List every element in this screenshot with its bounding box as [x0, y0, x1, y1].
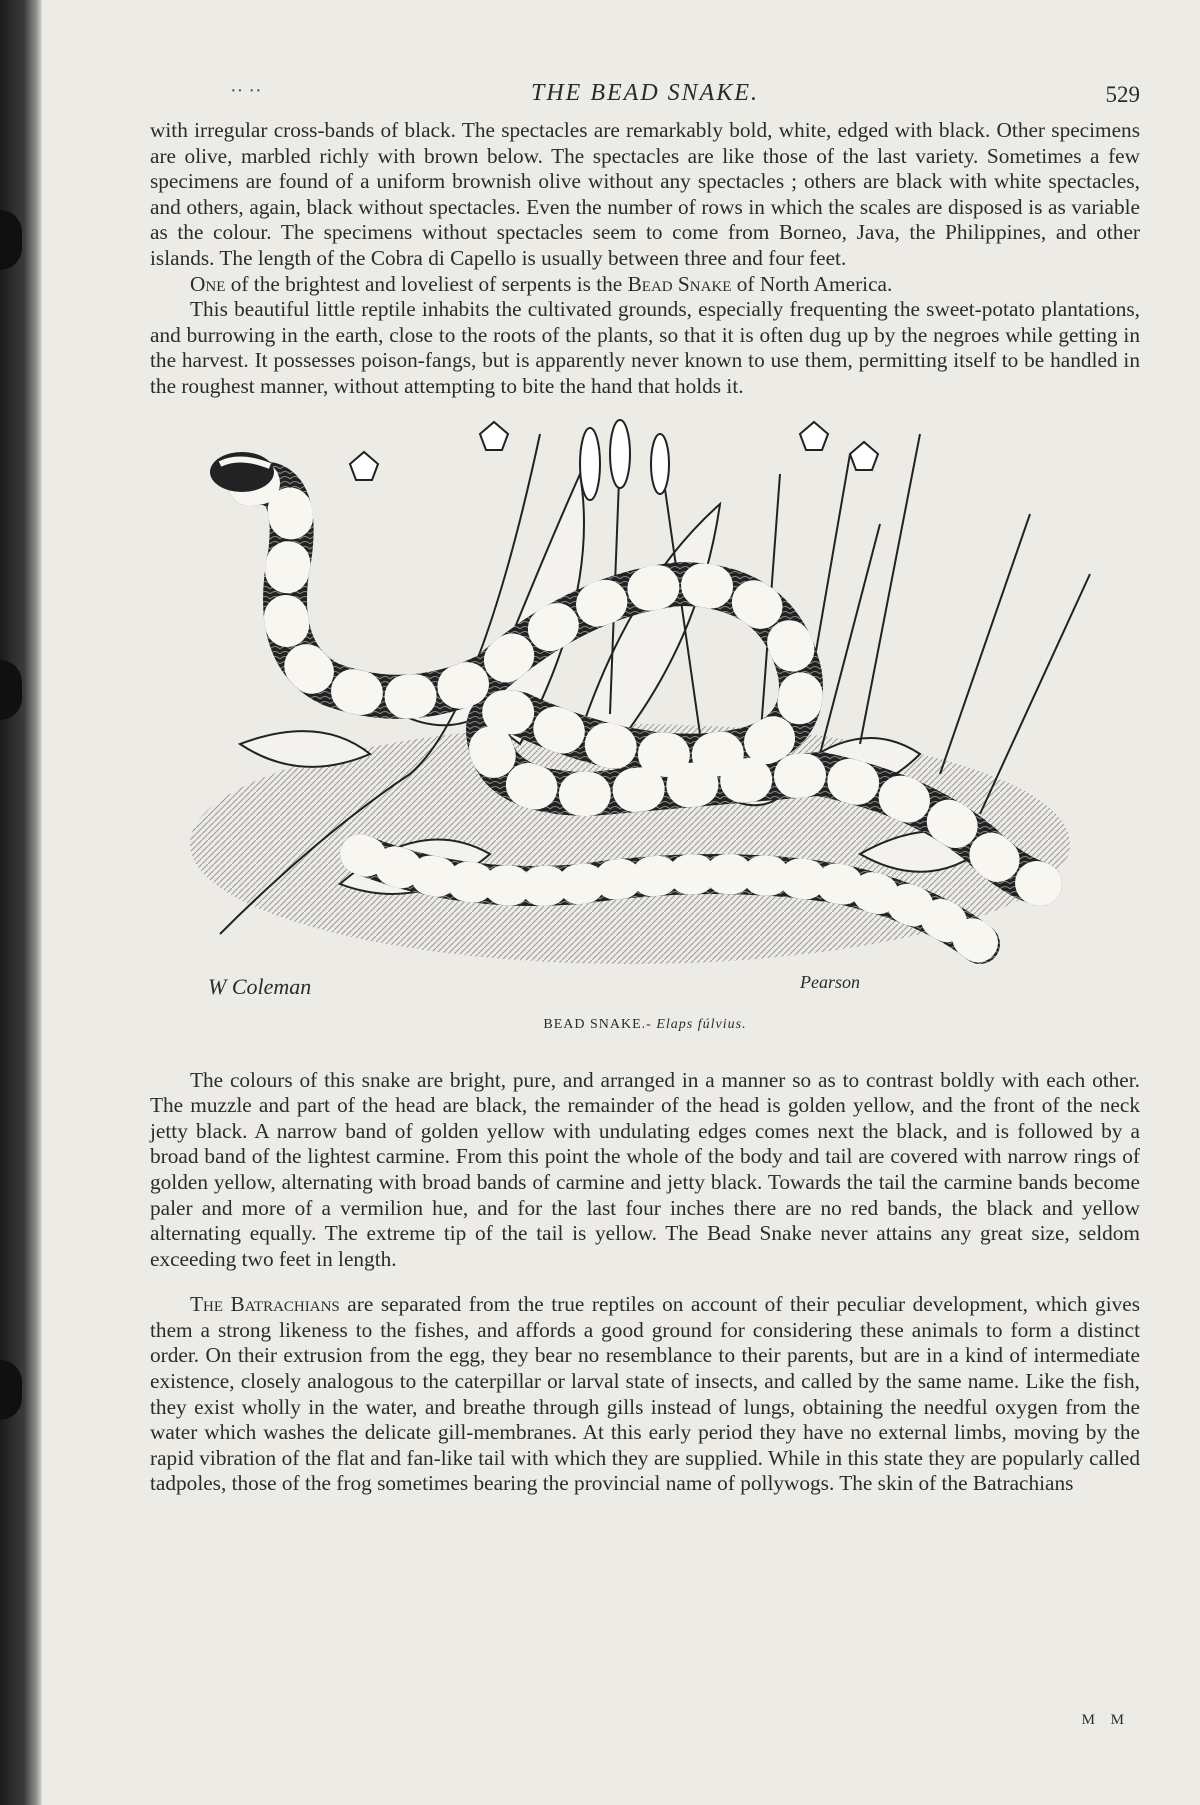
caption-latin-name: Elaps fúlvius. — [656, 1016, 747, 1032]
paragraph-text: of North America. — [731, 271, 893, 296]
running-title: THE BEAD SNAKE. — [531, 80, 759, 106]
caption-name: BEAD SNAKE.- — [543, 1016, 652, 1032]
figure-caption — [150, 1017, 1140, 1033]
binding-edge — [0, 0, 42, 1805]
paragraph-text: of the brightest and loveliest of serpents is the — [225, 271, 628, 296]
running-header — [150, 80, 1140, 118]
paragraph-bead-snake-intro — [150, 272, 1140, 298]
paragraph-cobra-end: with irregular cross-bands of black. The spectacles are remarkably bold, white, edged with black. Other specimens are olive, marbled richly with brown below. The spectacles are like those of the last variety. Sometimes a few specimens are found of a uniform brownish olive without any spectacles ; others are black with white spectacles, and others, again, black without spectacles. Even the number of rows in which the scales are disposed is as variable as the colour. The specimens without spectacles seem to come from Borneo, Java, the Philippines, and other islands. The length of the Cobra di Capello is usually between three and four feet. — [150, 118, 1140, 270]
lead-word: One — [190, 271, 226, 296]
species-name: Bead Snake — [627, 271, 732, 296]
paragraph-habitat: This beautiful little reptile inhabits the cultivated grounds, especially frequenting the sweet-potato plantations, and burrowing in the earth, close to the roots of the plants, so that it is often dug up by the negroes while getting in the harvest. It possesses poison-fangs, but is apparently never known to use them, permitting itself to be handled in the roughest manner, without attempting to bite the hand that holds it. — [150, 297, 1140, 398]
page-number: 529 — [1105, 82, 1140, 107]
printer-signature-mark: M M — [1081, 1712, 1130, 1728]
engraving-image — [160, 414, 1130, 1014]
book-page — [150, 80, 1140, 1497]
bead-snake-illustration — [150, 414, 1140, 1034]
lead-word: The Batrachians — [190, 1292, 340, 1317]
header-ornament: ·· ·· — [230, 80, 262, 102]
paragraph-batrachians — [150, 1292, 1140, 1497]
engraver-signature: Pearson — [800, 971, 860, 992]
paragraph-text: are separated from the true reptiles on account of their peculiar development, which gives them a strong likeness to the fishes, and affords a good ground for considering these animals to form a distinct order. On their extrusion from the egg, they bear no resemblance to their parents, but are in a kind of intermediate existence, closely analogous to the caterpillar or larval state of insects, and called by the same name. Like the fish, they exist wholly in the water, and breathe through gills instead of lungs, obtaining the needful oxygen from the water which washes the delicate gill-membranes. At this early period they have no external limbs, moving by the rapid vibration of the flat and fan-like tail with which they are supplied. While in this state they are popularly called tadpoles, those of the frog sometimes bearing the provincial name of pollywogs. The skin of the Batrachians — [150, 1292, 1141, 1496]
paragraph-colours: The colours of this snake are bright, pure, and arranged in a manner so as to contrast boldly with each other. The muzzle and part of the head are black, the remainder of the head is golden yellow, and the front of the neck jetty black. A narrow band of golden yellow with undulating edges comes next the black, and is followed by a broad band of the lightest carmine. From this point the whole of the body and tail are covered with narrow rings of golden yellow, alternating with broad bands of carmine and jetty black. Towards the tail the carmine bands become paler and more of a vermilion hue, and for the last four inches there are no red bands, the black and yellow alternating equally. The extreme tip of the tail is yellow. The Bead Snake never attains any great size, seldom exceeding two feet in length. — [150, 1067, 1140, 1271]
artist-signature: W Coleman — [208, 973, 312, 999]
